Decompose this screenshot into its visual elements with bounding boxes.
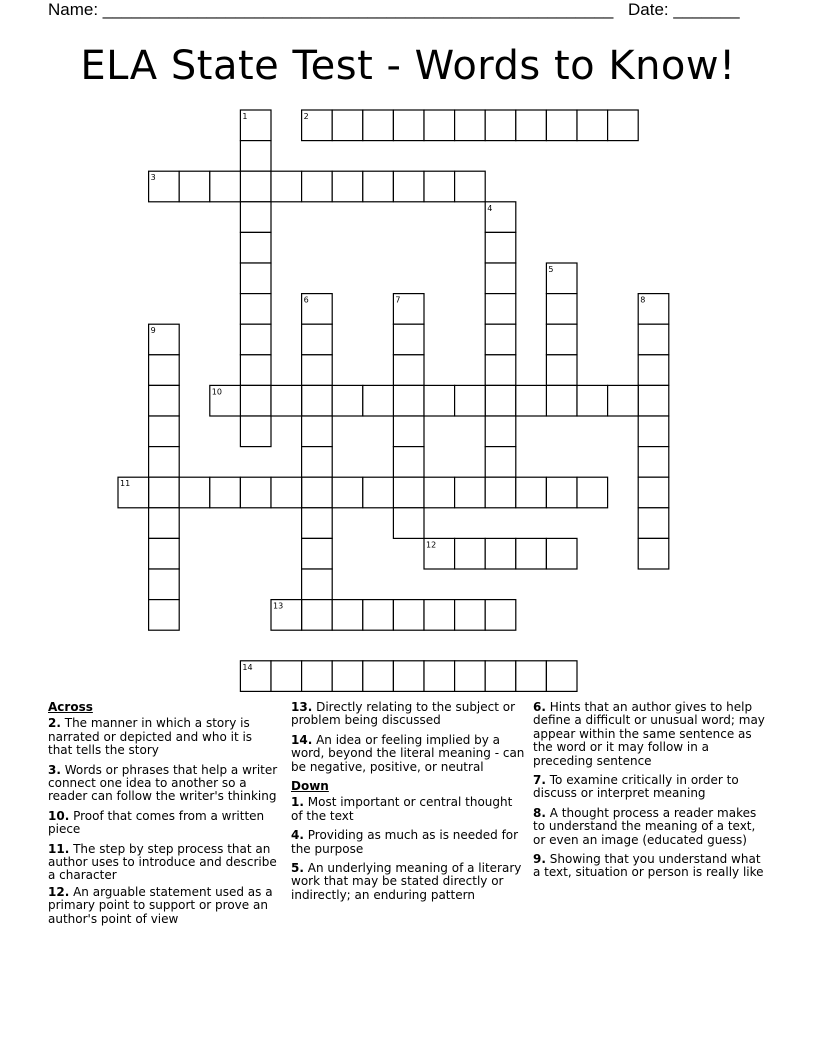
clue-across-13	[291, 701, 526, 728]
grid-cell[interactable]	[271, 477, 302, 508]
grid-cell[interactable]	[485, 324, 516, 355]
cell-number: 13	[273, 601, 284, 611]
grid-cell[interactable]	[363, 600, 394, 631]
grid-cell[interactable]	[302, 324, 333, 355]
clue-number: 7.	[533, 773, 546, 788]
grid-cell[interactable]	[393, 355, 424, 386]
grid-cell[interactable]	[271, 385, 302, 416]
grid-cell[interactable]	[179, 171, 210, 202]
grid-cell[interactable]	[302, 569, 333, 600]
clue-down-9	[533, 853, 771, 880]
clue-text: An arguable statement used as a primary point to support or prove an author's point of view	[48, 884, 273, 926]
grid-cell[interactable]	[393, 447, 424, 478]
grid-cell[interactable]	[485, 110, 516, 141]
clue-number: 11.	[48, 841, 70, 856]
clue-text: Proof that comes from a written piece	[48, 808, 265, 837]
grid-cell[interactable]	[424, 600, 455, 631]
grid-cell[interactable]	[638, 355, 669, 386]
clue-text: Providing as much as is needed for the purpose	[291, 828, 519, 856]
grid-cell[interactable]	[638, 477, 669, 508]
grid-cell[interactable]	[638, 538, 669, 569]
cell-number: 5	[548, 265, 554, 274]
grid-cell[interactable]	[240, 294, 271, 325]
grid-cell[interactable]	[638, 385, 669, 416]
grid-cell[interactable]	[149, 416, 180, 447]
grid-cell[interactable]	[179, 477, 210, 508]
clue-number: 5.	[291, 861, 304, 876]
cell-number: 2	[303, 112, 309, 121]
grid-cell[interactable]	[210, 171, 241, 202]
clue-number: 3.	[48, 762, 61, 777]
grid-cell[interactable]	[424, 171, 455, 202]
grid-cell[interactable]	[393, 110, 424, 141]
grid-cell[interactable]	[240, 477, 271, 508]
clue-across-11	[48, 843, 280, 883]
grid-cell[interactable]	[455, 600, 486, 631]
down-heading: Down	[291, 779, 329, 794]
clue-text: Words or phrases that help a writer connect one idea to another so a reader can follow the writer's thinking	[48, 762, 278, 804]
grid-cell[interactable]	[424, 385, 455, 416]
grid-cell[interactable]	[393, 661, 424, 692]
grid-cell[interactable]	[332, 385, 363, 416]
grid-cell[interactable]	[516, 538, 547, 569]
grid-cell[interactable]	[393, 324, 424, 355]
grid-cell[interactable]	[424, 661, 455, 692]
clue-down-8	[533, 807, 771, 847]
clue-text: An idea or feeling implied by a word, beyond the literal meaning - can be negative, positive, or neutral	[291, 732, 525, 774]
cell-number: 14	[242, 662, 253, 672]
grid-cell[interactable]	[149, 569, 180, 600]
grid-cell[interactable]	[546, 355, 577, 386]
grid-cell[interactable]	[516, 477, 547, 508]
grid-cell[interactable]	[485, 355, 516, 386]
grid-cell[interactable]	[546, 110, 577, 141]
grid-cell[interactable]	[332, 171, 363, 202]
clue-number: 9.	[533, 852, 546, 867]
grid-cell[interactable]	[455, 110, 486, 141]
grid-cell[interactable]	[516, 110, 547, 141]
across-heading: Across	[48, 700, 93, 714]
grid-cell[interactable]	[424, 110, 455, 141]
clue-down-4	[291, 829, 526, 856]
clue-number: 2.	[48, 716, 61, 731]
grid-cell[interactable]	[546, 324, 577, 355]
grid-cell[interactable]	[302, 508, 333, 539]
grid-cell[interactable]	[240, 263, 271, 294]
grid-cell[interactable]	[271, 661, 302, 692]
grid-cell[interactable]	[577, 477, 608, 508]
clue-text: Most important or central thought of the text	[291, 795, 513, 823]
grid-cell[interactable]	[485, 661, 516, 692]
cell-number: 12	[426, 540, 437, 550]
grid-cell[interactable]	[302, 447, 333, 478]
grid-cell[interactable]	[455, 477, 486, 508]
grid-cell[interactable]	[608, 385, 639, 416]
grid-cell[interactable]	[302, 355, 333, 386]
clue-text: Directly relating to the subject or problem being discussed	[291, 700, 516, 728]
grid-cell[interactable]	[271, 171, 302, 202]
clue-number: 4.	[291, 828, 304, 843]
clue-across-12	[48, 886, 280, 926]
clue-text: The manner in which a story is narrated or depicted and who it is that tells the story	[48, 716, 253, 758]
cell-number: 10	[211, 387, 222, 397]
grid-cell[interactable]	[638, 447, 669, 478]
grid-cell[interactable]	[363, 171, 394, 202]
grid-cell[interactable]	[302, 416, 333, 447]
grid-cell[interactable]	[149, 538, 180, 569]
grid-cell[interactable]	[363, 477, 394, 508]
clue-down-6	[533, 701, 771, 768]
grid-cell[interactable]	[240, 232, 271, 263]
grid-cell[interactable]	[485, 477, 516, 508]
grid-cell[interactable]	[393, 171, 424, 202]
grid-cell[interactable]	[332, 110, 363, 141]
grid-cell[interactable]	[240, 385, 271, 416]
clue-text: Showing that you understand what a text, situation or person is really like	[533, 852, 764, 880]
cell-number: 6	[303, 295, 309, 305]
grid-cell[interactable]	[485, 294, 516, 325]
grid-cell[interactable]	[516, 661, 547, 692]
grid-cell[interactable]	[149, 385, 180, 416]
date-field[interactable]: Date: _______	[628, 0, 740, 19]
clue-down-1	[291, 796, 526, 823]
clue-number: 6.	[533, 700, 546, 714]
clue-across-3	[48, 764, 280, 804]
grid-cell[interactable]	[485, 385, 516, 416]
grid-cell[interactable]	[302, 171, 333, 202]
page-title: ELA State Test - Words to Know!	[80, 43, 736, 89]
grid-cell[interactable]	[302, 538, 333, 569]
clue-across-14	[291, 734, 526, 774]
grid-cell[interactable]	[455, 171, 486, 202]
grid-cell[interactable]	[363, 110, 394, 141]
grid-cell[interactable]	[546, 538, 577, 569]
grid-cell[interactable]	[577, 110, 608, 141]
grid-cell[interactable]	[393, 385, 424, 416]
grid-cell[interactable]	[302, 661, 333, 692]
grid-cell[interactable]	[393, 416, 424, 447]
grid-cell[interactable]	[332, 600, 363, 631]
grid-cell[interactable]	[485, 232, 516, 263]
grid-cell[interactable]	[455, 538, 486, 569]
grid-cell[interactable]	[302, 600, 333, 631]
grid-cell[interactable]	[424, 477, 455, 508]
grid-cell[interactable]	[149, 600, 180, 631]
grid-cell[interactable]	[240, 416, 271, 447]
cell-number: 7	[395, 295, 401, 305]
grid-cell[interactable]	[210, 477, 241, 508]
clue-text: The step by step process that an author uses to introduce and describe a character	[48, 841, 277, 883]
grid-cell[interactable]	[485, 263, 516, 294]
clue-number: 13.	[291, 700, 313, 714]
grid-cell[interactable]	[240, 171, 271, 202]
clue-number: 14.	[291, 732, 313, 747]
grid-cell[interactable]	[240, 202, 271, 233]
name-field[interactable]: Name: ______________________________________________________	[48, 0, 614, 19]
grid-cell[interactable]	[638, 416, 669, 447]
grid-cell[interactable]	[302, 477, 333, 508]
grid-cell[interactable]	[455, 661, 486, 692]
grid-cell[interactable]	[240, 355, 271, 386]
grid-cell[interactable]	[485, 447, 516, 478]
grid-cell[interactable]	[149, 447, 180, 478]
clue-down-5	[291, 862, 526, 902]
grid-cell[interactable]	[608, 110, 639, 141]
clue-down-7	[533, 774, 771, 801]
grid-cell[interactable]	[393, 508, 424, 539]
grid-cell[interactable]	[332, 477, 363, 508]
grid-cell[interactable]	[638, 508, 669, 539]
clue-column-1	[48, 701, 280, 932]
clue-text: A thought process a reader makes to understand the meaning of a text, or even an image (educated guess)	[533, 805, 757, 847]
clue-text: To examine critically in order to discuss or interpret meaning	[533, 773, 739, 801]
grid-cell[interactable]	[546, 294, 577, 325]
grid-cell[interactable]	[485, 538, 516, 569]
grid-cell[interactable]	[546, 477, 577, 508]
grid-cell[interactable]	[393, 477, 424, 508]
clue-number: 10.	[48, 808, 70, 823]
grid-cell[interactable]	[149, 477, 180, 508]
grid-cell[interactable]	[302, 385, 333, 416]
grid-cell[interactable]	[577, 385, 608, 416]
grid-cell[interactable]	[485, 416, 516, 447]
cell-number: 1	[242, 112, 248, 121]
clue-number: 12.	[48, 884, 70, 899]
clue-text: An underlying meaning of a literary work that may be stated directly or indirectly; an enduring pattern	[291, 861, 522, 902]
grid-cell[interactable]	[149, 508, 180, 539]
grid-cell[interactable]	[455, 385, 486, 416]
cell-number: 8	[640, 295, 646, 305]
grid-cell[interactable]	[485, 600, 516, 631]
clue-column-3	[533, 701, 771, 886]
grid-cell[interactable]	[393, 600, 424, 631]
grid-cell[interactable]	[149, 355, 180, 386]
cell-number: 9	[150, 326, 156, 336]
grid-cell[interactable]	[332, 661, 363, 692]
clue-number: 8.	[533, 805, 546, 820]
clue-across-2	[48, 717, 280, 757]
clue-column-2	[291, 701, 526, 908]
cell-number: 4	[487, 203, 493, 213]
grid-cell[interactable]	[546, 661, 577, 692]
clue-number: 1.	[291, 795, 304, 810]
grid-cell[interactable]	[516, 385, 547, 416]
grid-cell[interactable]	[363, 661, 394, 692]
clue-across-10	[48, 810, 280, 837]
clue-text: Hints that an author gives to help define a difficult or unusual word; may appear within the same sentence as the word or it may follow in a preceding sentence	[533, 700, 765, 768]
cell-number: 3	[150, 173, 156, 183]
grid-cell[interactable]	[638, 324, 669, 355]
grid-cell[interactable]	[546, 385, 577, 416]
grid-cell[interactable]	[240, 324, 271, 355]
grid-cell[interactable]	[363, 385, 394, 416]
cell-number: 11	[120, 479, 131, 489]
grid-cell[interactable]	[240, 141, 271, 172]
